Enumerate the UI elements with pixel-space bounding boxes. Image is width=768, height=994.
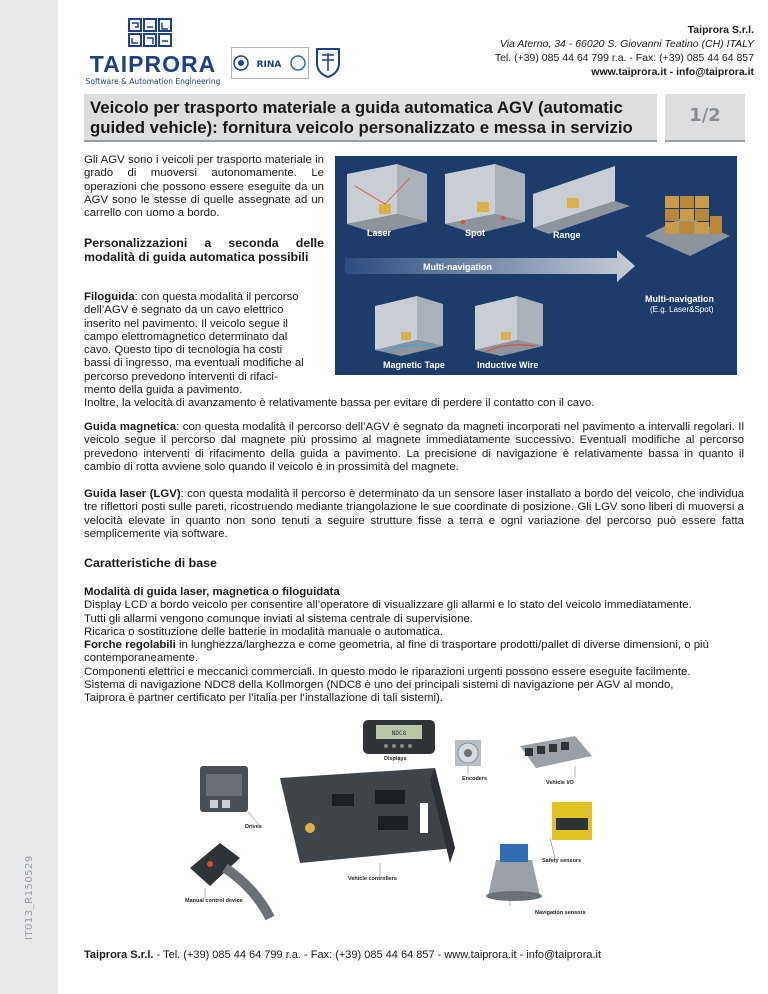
- company-address: Via Aterno, 34 - 66020 S. Giovanni Teatino (CH) ITALY: [499, 38, 754, 50]
- filoguida-line: : con questa modalità il percorso: [134, 291, 299, 303]
- components-illustration-svg: [180, 718, 620, 928]
- feature-components: Componenti elettrici e meccanici commerciali. In questo modo le riparazioni urgenti possono essere eseguite facilmente.: [84, 665, 691, 678]
- label-encoders: Encoders: [462, 776, 488, 782]
- magnetica-term: Guida magnetica: [84, 421, 177, 433]
- city-crest-icon: [313, 45, 343, 79]
- vehicle-controller-icon: [280, 768, 455, 863]
- filoguida-line: inserito nel pavimento. Il veicolo segue il: [84, 317, 288, 330]
- logo-tagline: Software & Automation Engineering: [85, 77, 221, 86]
- display-device-icon: [363, 720, 435, 754]
- manual-control-icon: [190, 843, 270, 918]
- footer-contacts: - Tel. (+39) 085 44 64 799 r.a. - Fax: (+39) 085 44 64 857 - www.taiprora.it - info@taiprora.it: [153, 949, 602, 961]
- filoguida-line: cavo. Questo tipo di tecnologia ha costi: [84, 344, 283, 357]
- filoguida-term: Filoguida: [84, 291, 135, 303]
- filoguida-line: mento della guida a pavimento.: [84, 384, 243, 397]
- laser-paragraph: [84, 488, 744, 541]
- arrow-label: Multi-navigation: [423, 262, 492, 272]
- filoguida-line: percorso prevedono interventi di rifaci-: [84, 370, 278, 383]
- page-number: 1/2: [689, 105, 721, 126]
- certification-logo-icon: [231, 47, 309, 79]
- feature-ndc8-line1: Sistema di navigazione NDC8 della Kollmorgen (NDC8 è uno dei principali sistemi di navigazione per AGV al mondo,: [84, 679, 674, 692]
- label-vehicle-io: Vehicle I/O: [546, 780, 574, 786]
- footer-company: Taiprora S.r.l.: [84, 949, 154, 961]
- laser-text: : con questa modalità il percorso è determinato da un sensore laser installato a bordo del veicolo, che individua tre riflettori posti sulle pareti, ricostruendo mediante triangolazione le sue coordinate di posizione. Gli LGV sono liberi di muoversi a velocità elevate in quanto non sono tenuti a seguire strutture fisse a terra e ogni variazione del percorso può essere fatta semplicemente via software.: [84, 488, 744, 540]
- label-displays: Displays: [384, 756, 407, 762]
- magnetica-text: : con questa modalità il percorso dell’AGV è segnato da magneti incorporati nel pavimento a intervalli regolari. Il veicolo segue il percorso dal magnete più prossimo al magnete immediatamente successivo. Eventuali modifiche al percorso prevedono interventi di rifacimento della guida a pavimento. La precisione di navigazione è relativamente bassa in quanto il cambio di rotta avviene solo quando il veicolo è in prossimità del magnete.: [84, 421, 744, 473]
- laser-scene-icon: [347, 164, 427, 234]
- company-name: Taiprora S.r.l.: [687, 24, 754, 36]
- logo-mark-icon: [128, 18, 172, 48]
- company-web-mail: www.taiprora.it - info@taiprora.it: [591, 66, 754, 78]
- label-safety-sensors: Safety sensors: [542, 858, 582, 864]
- feature-forks: [84, 639, 744, 666]
- label-range: Range: [553, 230, 581, 240]
- components-illustration: [180, 718, 620, 928]
- title-box: [84, 94, 657, 142]
- spot-scene-icon: [445, 164, 525, 234]
- document-code: IT013_R150529: [24, 855, 35, 940]
- feature-guide-modes: Modalità di guida laser, magnetica o filoguidata: [84, 586, 340, 598]
- navigation-sensor-icon: [486, 844, 542, 901]
- feature-display: Display LCD a bordo veicolo per consentire all’operatore di visualizzare gli allarmi e lo stato del veicolo immediatamente.: [84, 599, 692, 612]
- label-drives: Drives: [245, 824, 262, 830]
- company-phone-fax: Tel. (+39) 085 44 64 799 r.a. - Fax: (+39) 085 44 64 857: [494, 52, 754, 64]
- vehicle-io-device-icon: [520, 736, 592, 768]
- logo-name: TAIPRORA: [89, 51, 217, 77]
- safety-sensor-icon: [552, 802, 592, 840]
- label-laser: Laser: [367, 228, 392, 238]
- laser-term: Guida laser (LGV): [84, 488, 181, 500]
- magnetica-paragraph: [84, 421, 744, 474]
- section-subheading: Personalizzazioni a seconda delle modalità di guida automatica possibili: [84, 236, 324, 264]
- filoguida-line: bassi di ingresso, ma eventuali modifiche al: [84, 357, 304, 370]
- company-logo: [78, 18, 228, 86]
- company-contact-block: [495, 23, 754, 79]
- header: [58, 0, 768, 90]
- display-screen-text: NDC8: [391, 730, 407, 737]
- forks-term: Forche regolabili: [84, 639, 176, 652]
- filoguida-line: campo elettromagnetico determinato dal: [84, 330, 288, 343]
- label-inductive-wire: Inductive Wire: [477, 360, 539, 370]
- multi-sub: (E.g. Laser&Spot): [650, 305, 714, 314]
- intro-paragraph: Gli AGV sono i veicoli per trasporto materiale in grado di muoversi autonomamente. Le operazioni che possono essere eseguite da un AGV sono le stesse di quelle assegnate ad un carrello con uomo a bordo.: [84, 154, 324, 220]
- page-title: Veicolo per trasporto materiale a guida automatica AGV (automatic guided vehicle): fornitura veicolo personalizzato e messa in servizio: [90, 98, 633, 137]
- filoguida-line: Inoltre, la velocità di avanzamento è relativamente bassa per evitare di perdere il contatto con il cavo.: [84, 397, 595, 410]
- features-title: Caratteristiche di base: [84, 556, 217, 570]
- features-list: [84, 586, 744, 706]
- cert-text: RINA: [256, 60, 282, 70]
- footer: [84, 949, 601, 961]
- forks-text: in lunghezza/larghezza e come geometria, al fine di trasportare prodotti/pallet di diverse dimensioni, o più contemporaneamente.: [84, 639, 709, 665]
- label-navigation-sensors: Navigation sensors: [535, 910, 586, 916]
- label-magnetic-tape: Magnetic Tape: [383, 360, 445, 370]
- feature-ndc8-line2: Taiprora è partner certificato per l’italia per l’installazione di tali sistemi).: [84, 692, 443, 705]
- feature-battery: Ricarica o sostituzione delle batterie in modalità manuale o automatica.: [84, 625, 443, 638]
- feature-alarms: Tutti gli allarmi vengono comunque inviati al sistema centrale di supervisione.: [84, 612, 473, 625]
- label-vehicle-controllers: Vehicle controllers: [348, 876, 397, 882]
- multi-title: Multi-navigation: [645, 294, 714, 304]
- page-number-box: [665, 94, 745, 142]
- label-spot: Spot: [465, 228, 485, 238]
- filoguida-line: dell’AGV è segnato da un cavo elettrico: [84, 304, 284, 317]
- label-manual-control: Manual control device: [185, 898, 243, 904]
- sidebar-band: [0, 0, 58, 994]
- drive-device-icon: [200, 766, 248, 812]
- filoguida-paragraph: [84, 291, 744, 411]
- encoder-device-icon: [455, 740, 481, 766]
